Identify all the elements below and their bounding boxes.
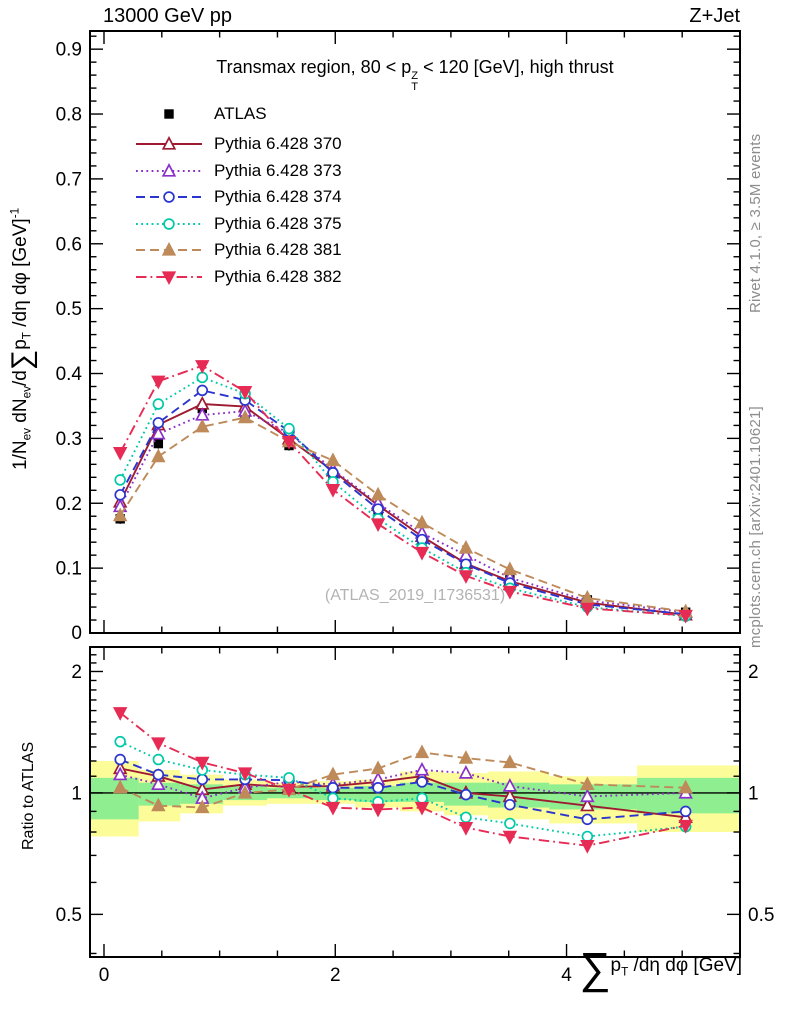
- header-collision-energy: 13000 GeV pp: [103, 5, 232, 27]
- y-axis-label-main: $1/N_{ev}$ $dN_{ev}/d\sum p_T$ /dη dφ [GeV]$^{-1}$: [6, 207, 38, 470]
- header-process: Z+Jet: [689, 5, 740, 27]
- legend-item-pythia-6-428-374: [136, 187, 342, 207]
- legend-swatch-icon: [136, 267, 202, 287]
- legend-label: Pythia 6.428 374: [214, 187, 342, 206]
- main-series-pythia-6-428-381: [114, 411, 691, 616]
- legend-item-pythia-6-428-373: [136, 161, 342, 181]
- legend: [136, 104, 342, 293]
- ratio-uncertainty-bands: [90, 761, 740, 836]
- svg-text:4: 4: [561, 965, 572, 986]
- svg-text:0.5: 0.5: [55, 299, 82, 321]
- legend-item-atlas: [136, 104, 342, 124]
- svg-text:1: 1: [71, 783, 82, 805]
- mcplots-citation-note: mcplots.cern.ch [arXiv:2401.10621]: [747, 406, 764, 648]
- svg-text:0: 0: [71, 623, 82, 644]
- svg-text:0.5: 0.5: [748, 904, 775, 926]
- legend-item-pythia-6-428-370: [136, 134, 342, 154]
- legend-item-pythia-6-428-382: [136, 267, 342, 287]
- legend-label: Pythia 6.428 382: [214, 266, 342, 286]
- legend-item-pythia-6-428-375: [136, 214, 342, 234]
- svg-text:0: 0: [98, 965, 110, 986]
- svg-text:0.2: 0.2: [55, 493, 82, 515]
- legend-swatch-icon: [136, 240, 202, 260]
- svg-text:0.8: 0.8: [55, 104, 82, 126]
- svg-text:0.7: 0.7: [55, 169, 82, 191]
- svg-text:1: 1: [748, 783, 759, 805]
- y-axis-label-ratio: Ratio to ATLAS: [20, 741, 37, 850]
- x-axis-label: $\sum p_T$ /dη dφ [GeV]: [579, 944, 742, 993]
- svg-text:0.4: 0.4: [55, 364, 82, 386]
- legend-label: Pythia 6.428 373: [214, 160, 342, 180]
- svg-text:0.3: 0.3: [55, 428, 82, 450]
- svg-text:0.1: 0.1: [55, 558, 82, 580]
- analysis-watermark: (ATLAS_2019_I1736531): [324, 587, 506, 604]
- rivet-version-note: Rivet 4.1.0, ≥ 3.5M events: [747, 133, 764, 313]
- svg-text:0.5: 0.5: [55, 904, 82, 926]
- legend-label: Pythia 6.428 375: [214, 213, 342, 233]
- svg-text:0.6: 0.6: [55, 234, 82, 256]
- svg-text:0.9: 0.9: [55, 39, 82, 61]
- legend-swatch-icon: [136, 187, 202, 207]
- legend-label: Pythia 6.428 381: [214, 240, 342, 259]
- legend-swatch-icon: [136, 134, 202, 154]
- legend-swatch-icon: [136, 161, 202, 181]
- legend-label: ATLAS: [214, 104, 267, 123]
- svg-text:2: 2: [71, 661, 82, 683]
- plot-title: Transmax region, 80 < p Z T < 120 [GeV], high thrust: [216, 57, 614, 93]
- svg-text:2: 2: [748, 661, 759, 683]
- legend-label: Pythia 6.428 370: [214, 134, 342, 153]
- legend-swatch-icon: [136, 214, 202, 234]
- legend-item-pythia-6-428-381: [136, 240, 342, 260]
- legend-swatch-icon: [136, 104, 202, 124]
- svg-text:2: 2: [329, 965, 341, 986]
